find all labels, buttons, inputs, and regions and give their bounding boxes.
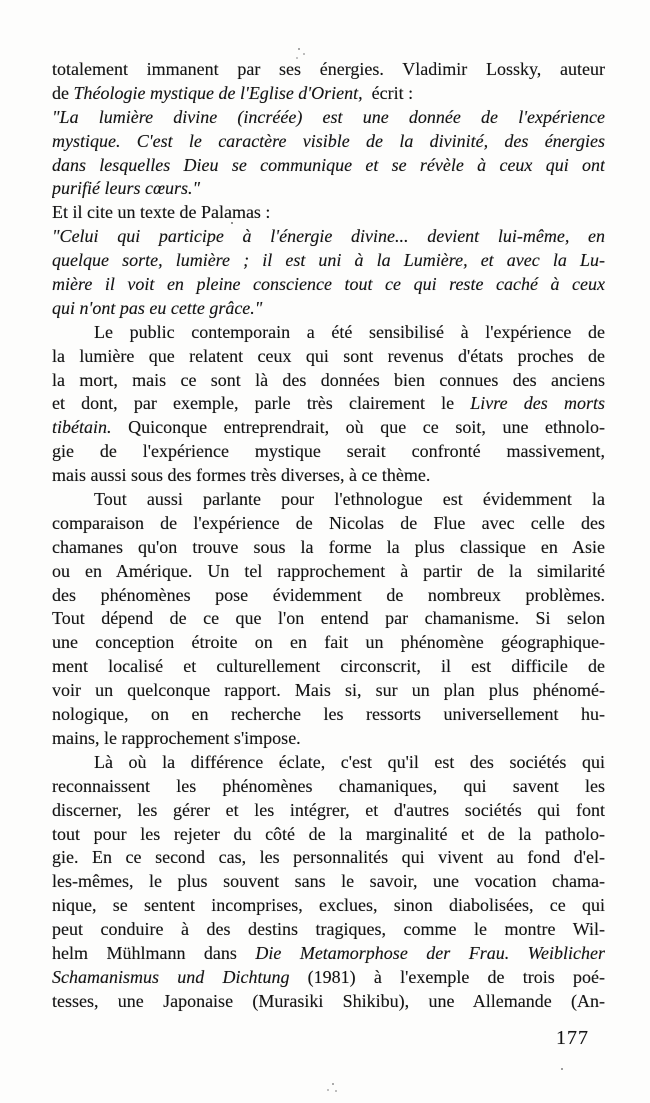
text-line: totalement immanent par ses énergies. Vladimir Lossky, auteur: [52, 59, 605, 79]
text-line: une conception étroite on en fait un phénomène géographique-: [52, 632, 605, 653]
paragraph: [52, 201, 605, 225]
text-line: purifié leurs cœurs.": [52, 178, 201, 199]
page-number: 177: [556, 1027, 589, 1049]
text-line: tout pour les rejeter du côté de la marginalité et de la patholo-: [52, 823, 605, 844]
text-line: Le public contemporain a été sensibilisé à l'expérience de: [94, 321, 605, 342]
text-line: ou en Amérique. Un tel rapprochement à partir de la similarité: [52, 560, 605, 581]
paragraph: [52, 225, 605, 321]
text-line: qui n'ont pas eu cette grâce.": [52, 297, 263, 318]
text-line: mière il voit en pleine conscience tout ce qui reste caché à ceux: [52, 274, 605, 295]
paragraph: [52, 751, 605, 1014]
text-line: discerner, les gérer et les intégrer, et d'autres sociétés qui font: [52, 799, 605, 820]
text-line: Schamanismus und Dichtung (1981) à l'exemple de trois poé-: [52, 966, 605, 987]
page-text-block: [52, 58, 605, 1014]
text-line: les-mêmes, le plus souvent sans le savoir, une vocation chama-: [52, 871, 605, 892]
paragraph: [52, 106, 605, 202]
text-line: de Théologie mystique de l'Eglise d'Orient, écrit :: [52, 82, 414, 103]
text-line: Et il cite un texte de Palamas :: [52, 202, 271, 223]
text-line: helm Mühlmann dans Die Metamorphose der Frau. Weiblicher: [52, 942, 605, 963]
text-line: la lumière que relatent ceux qui sont revenus d'états proches de: [52, 345, 605, 366]
text-line: dans lesquelles Dieu se communique et se révèle à ceux qui ont: [52, 154, 605, 175]
text-line: gie. En ce second cas, les personnalités qui vivent au fond d'el-: [52, 847, 605, 868]
text-line: reconnaissent les phénomènes chamaniques, qui savent les: [52, 775, 605, 796]
text-line: des phénomènes pose évidemment de nombreux problèmes.: [52, 584, 605, 605]
text-line: mais aussi sous des formes très diverses, à ce thème.: [52, 465, 431, 486]
text-line: voir un quelconque rapport. Mais si, sur un plan plus phénomé-: [52, 680, 605, 701]
text-line: mains, le rapprochement s'impose.: [52, 727, 301, 748]
text-line: nique, se sentent incomprises, exclues, sinon diabolisées, ce qui: [52, 895, 605, 916]
text-line: "La lumière divine (incréée) est une donnée de l'expérience: [52, 106, 605, 127]
text-line: nologique, on en recherche les ressorts universellement hu-: [52, 704, 605, 725]
text-line: gie de l'expérience mystique serait confronté massivement,: [52, 441, 605, 462]
text-line: tesses, une Japonaise (Murasiki Shikibu), une Allemande (An-: [52, 990, 605, 1011]
paragraph: [52, 58, 605, 106]
paragraph: [52, 321, 605, 488]
text-line: "Celui qui participe à l'énergie divine... devient lui-même, en: [52, 226, 605, 247]
text-line: quelque sorte, lumière ; il est uni à la Lumière, et avec la Lu-: [52, 250, 605, 271]
text-line: comparaison de l'expérience de Nicolas de Flue avec celle des: [52, 512, 605, 533]
text-line: chamanes qu'on trouve sous la forme la plus classique en Asie: [52, 536, 605, 557]
text-line: Tout dépend de ce que l'on entend par chamanisme. Si selon: [52, 608, 605, 629]
text-line: Tout aussi parlante pour l'ethnologue est évidemment la: [94, 489, 605, 510]
text-line: tibétain. Quiconque entreprendrait, où que ce soit, une ethnolo-: [52, 417, 605, 438]
text-line: et dont, par exemple, parle très clairement le Livre des morts: [52, 393, 605, 414]
text-line: Là où la différence éclate, c'est qu'il est des sociétés qui: [94, 751, 605, 772]
scan-speckles: [0, 0, 2, 2]
paragraph: [52, 488, 605, 751]
text-line: mystique. C'est le caractère visible de la divinité, des énergies: [52, 130, 605, 151]
text-line: ment localisé et culturellement circonscrit, il est difficile de: [52, 656, 605, 677]
text-line: la mort, mais ce sont là des données bien connues des anciens: [52, 369, 605, 390]
text-line: peut conduire à des destins tragiques, comme le montre Wil-: [52, 919, 605, 940]
